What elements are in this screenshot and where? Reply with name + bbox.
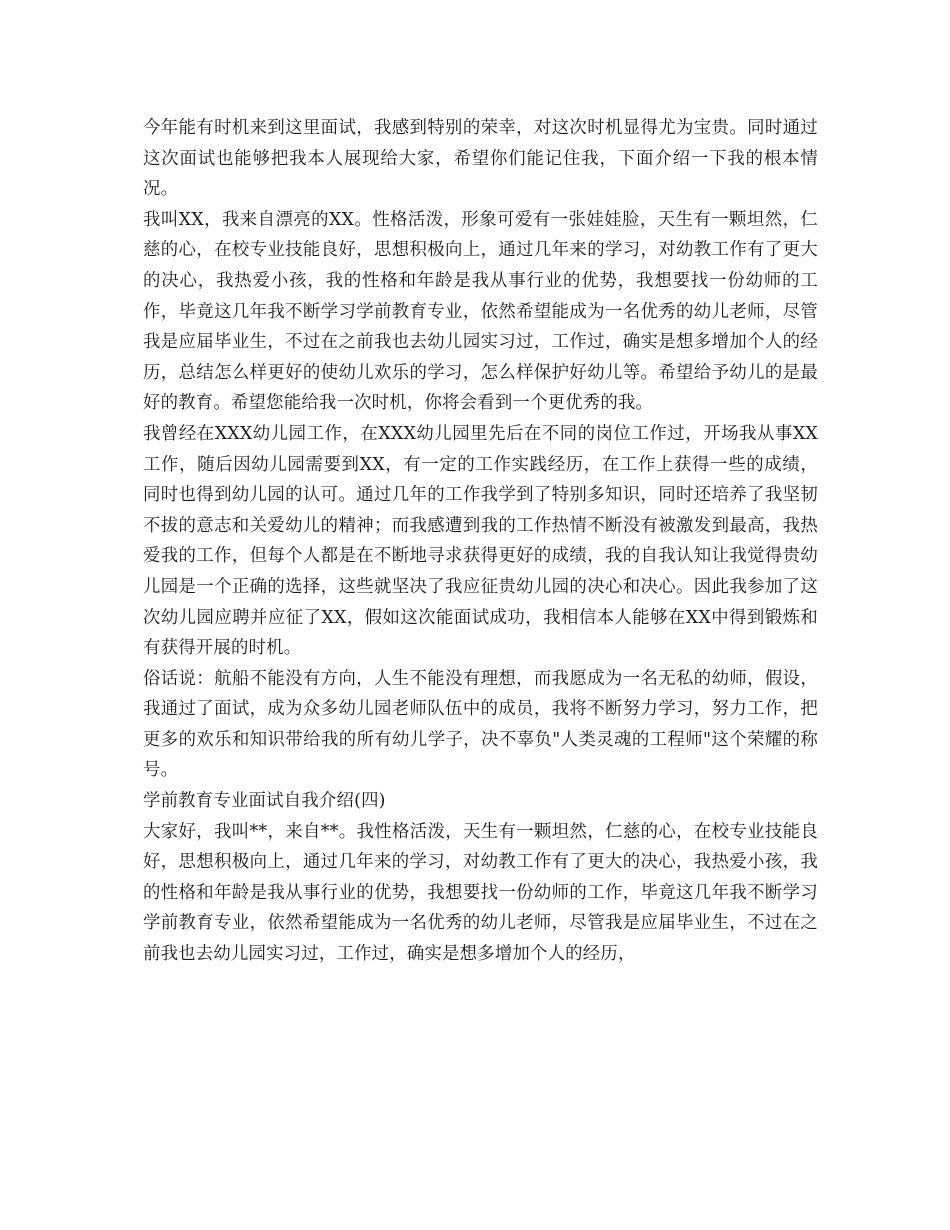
section-title: 学前教育专业面试自我介绍(四) — [143, 791, 386, 812]
paragraph-aspiration: 俗话说：航船不能没有方向，人生不能没有理想，而我愿成为一名无私的幼师，假设，我通过了面试，成为众多幼儿园老师队伍中的成员，我将不断努力学习，努力工作，把更多的欢乐和知识带给我的所有幼儿学子，决不辜负"人类灵魂的工程师"这个荣耀的称号。 — [143, 668, 818, 781]
paragraph-section-four: 大家好，我叫**，来自**。我性格活泼，天生有一颗坦然，仁慈的心，在校专业技能良好，思想积极向上，通过几年来的学习，对幼教工作有了更大的决心，我热爱小孩，我的性格和年龄是我从事行业的优势，我想要找一份幼师的工作，毕竟这几年我不断学习学前教育专业，依然希望能成为一名优秀的幼儿老师，尽管我是应届毕业生，不过在之前我也去幼儿园实习过，工作过，确实是想多增加个人的经历， — [143, 821, 818, 965]
paragraph-self-description: 我叫XX，我来自漂亮的XX。性格活泼，形象可爱有一张娃娃脸，天生有一颗坦然，仁慈的心，在校专业技能良好，思想积极向上，通过几年来的学习，对幼教工作有了更大的决心，我热爱小孩，我的性格和年龄是我从事行业的优势，我想要找一份幼师的工作，毕竟这几年我不断学习学前教育专业，依然希望能成为一名优秀的幼儿老师，尽管我是应届毕业生，不过在之前我也去幼儿园实习过，工作过，确实是想多增加个人的经历，总结怎么样更好的使幼儿欢乐的学习，怎么样保护好幼儿等。希望给予幼儿的是最好的教育。希望您能给我一次时机，你将会看到一个更优秀的我。 — [143, 209, 818, 414]
paragraph-intro: 今年能有时机来到这里面试，我感到特别的荣幸，对这次时机显得尤为宝贵。同时通过这次面试也能够把我本人展现给大家，希望你们能记住我，下面介绍一下我的根本情况。 — [143, 118, 818, 200]
paragraph-work-experience: 我曾经在XXX幼儿园工作，在XXX幼儿园里先后在不同的岗位工作过，开场我从事XX工作，随后因幼儿园需要到XX，有一定的工作实践经历，在工作上获得一些的成绩，同时也得到幼儿园的认可。通过几年的工作我学到了特别多知识，同时还培养了我坚韧不拔的意志和关爱幼儿的精神；而我感遭到我的工作热情不断没有被激发到最高，我热爱我的工作，但每个人都是在不断地寻求获得更好的成绩，我的自我认知让我觉得贵幼儿园是一个正确的选择，这些就坚决了我应征贵幼儿园的决心和决心。因此我参加了这次幼儿园应聘并应征了XX，假如这次能面试成功，我相信本人能够在XX中得到锻炼和有获得开展的时机。 — [143, 423, 818, 659]
document-body — [143, 113, 818, 970]
